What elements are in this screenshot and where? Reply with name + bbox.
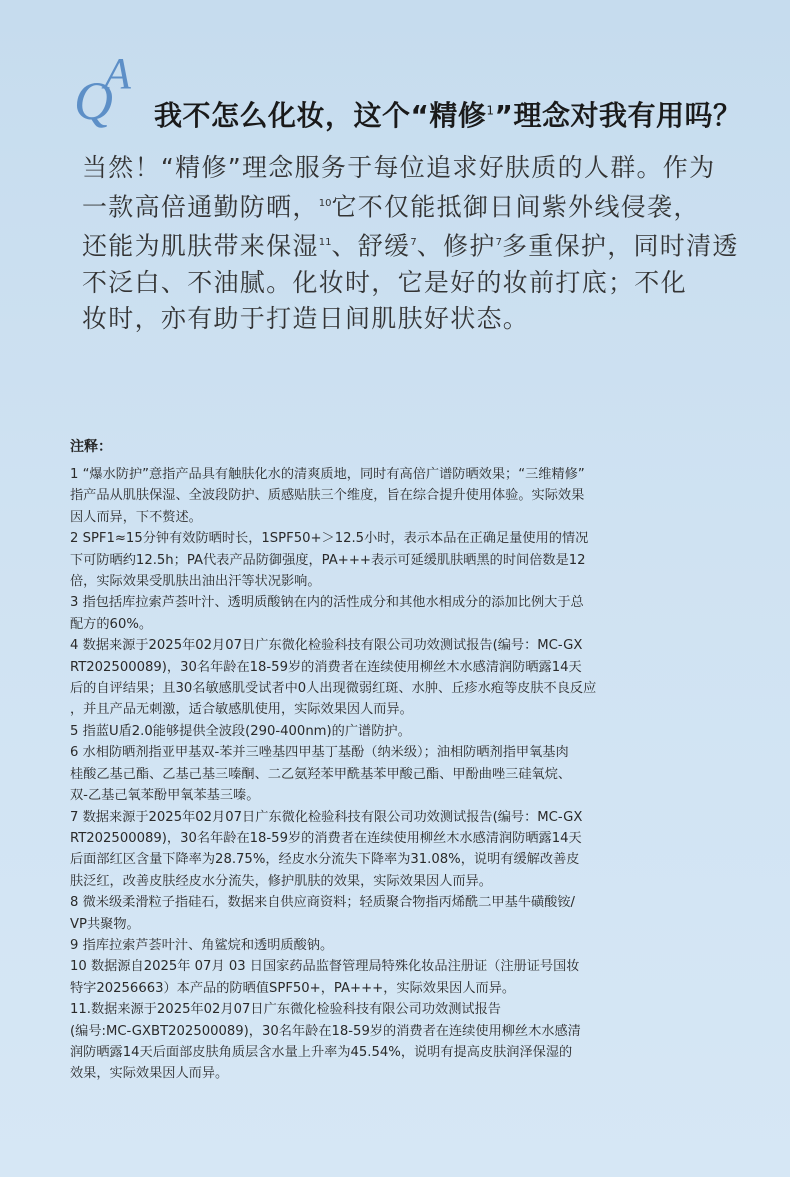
- notes-title: 注释：: [70, 439, 112, 455]
- note-line: 6 水相防晒剂指亚甲基双-苯并三唑基四甲基丁基酚（纳米级）；油相防晒剂指甲氧基肉: [70, 745, 569, 761]
- answer-line: [82, 186, 742, 225]
- answer-line: [82, 265, 742, 301]
- note-line: 润防晒露14天后面部皮肤角质层含水量上升率为45.54%，说明有提高皮肤润泽保湿的: [70, 1044, 573, 1060]
- qa-logo-q: Q: [74, 71, 113, 131]
- answer-text: 妆时，亦有助于打造日间肌肤好状态。: [82, 303, 530, 333]
- note-line: 桂酸乙基己酯、乙基己基三嗪酮、二乙氨羟苯甲酰基苯甲酸己酯、甲酚曲唑三硅氧烷、: [70, 766, 572, 782]
- notes-list: [70, 464, 725, 1085]
- answer-text: 当然！“精修”理念服务于每位追求好肤质的人群。作为: [82, 153, 716, 182]
- note-line: VP共聚物。: [70, 916, 140, 932]
- note-line: ，并且产品无刺激，适合敏感肌使用，实际效果因人而异。: [70, 702, 413, 718]
- answer-paragraph: [82, 150, 742, 337]
- answer-line: [82, 150, 742, 186]
- note-line: 倍，实际效果受肌肤出油出汗等状况影响。: [70, 574, 321, 590]
- question-footnote-ref: 1: [486, 103, 495, 118]
- answer-line: [82, 225, 742, 264]
- note-line: 后面部红区含量下降率为28.75%，经皮水分流失下降率为31.08%，说明有缓解改善皮: [70, 852, 580, 868]
- note-line: 5 指蓝U盾2.0能够提供全波段(290-400nm)的广谱防护。: [70, 723, 411, 739]
- note-line: 指产品从肌肤保湿、全波段防护、质感贴肤三个维度，旨在综合提升使用体验。实际效果: [70, 488, 585, 504]
- answer-text: 还能为肌肤带来保湿: [82, 231, 319, 261]
- note-line: 双-乙基己氧苯酚甲氧苯基三嗪。: [70, 788, 260, 804]
- answer-footnote-ref: 7: [410, 237, 417, 249]
- note-line: 后的自评结果；且30名敏感肌受试者中0人出现微弱红斑、水肿、丘疹水疱等皮肤不良反应: [70, 681, 597, 697]
- note-line: 4 数据来源于2025年02月07日广东微化检验科技有限公司功效测试报告(编号：MC-GX: [70, 638, 583, 654]
- qa-logo: [74, 49, 136, 131]
- question-text-after: ”理念对我有用吗？: [494, 99, 742, 132]
- answer-text: 多重保护，同时清透: [502, 231, 739, 261]
- answer-text: 、修护: [416, 231, 496, 261]
- note-line: 3 指包括库拉索芦荟叶汁、透明质酸钠在内的活性成分和其他水相成分的添加比例大于总: [70, 595, 584, 611]
- question-heading: [154, 94, 774, 134]
- note-line: RT202500089)，30名年龄在18-59岁的消费者在连续使用柳丝木水感清润防晒露14天: [70, 830, 582, 846]
- note-line: 2 SPF1≈15分钟有效防晒时长，1SPF50+＞12.5小时，表示本品在正确足量使用的情况: [70, 531, 589, 547]
- note-line: 配方的60%。: [70, 616, 153, 632]
- answer-line: [82, 301, 742, 337]
- note-line: 1 “爆水防护”意指产品具有触肤化水的清爽质地，同时有高倍广谱防晒效果；“三维精修”: [70, 467, 585, 482]
- answer-text: 它不仅能抵御日间紫外线侵袭，: [331, 192, 700, 222]
- answer-text: 、舒缓: [331, 231, 411, 261]
- note-line: 肤泛红，改善皮肤经皮水分流失，修护肌肤的效果，实际效果因人而异。: [70, 873, 492, 889]
- note-line: 8 微米级柔滑粒子指硅石，数据来自供应商资料；轻质聚合物指丙烯酰二甲基牛磺酸铵/: [70, 895, 575, 911]
- note-line: (编号:MC-GXBT202500089)，30名年龄在18-59岁的消费者在连续使用柳丝木水感清: [70, 1023, 581, 1039]
- note-line: RT202500089)，30名年龄在18-59岁的消费者在连续使用柳丝木水感清润防晒露14天: [70, 659, 582, 675]
- answer-footnote-ref: 11: [318, 237, 332, 249]
- note-line: 10 数据源自2025年 07月 03 日国家药品监督管理局特殊化妆品注册证（注册证号国妆: [70, 959, 580, 975]
- question-text-before: 我不怎么化妆，这个“精修: [154, 99, 487, 132]
- note-line: 因人而异，下不赘述。: [70, 509, 202, 525]
- note-line: 特字20256663）本产品的防晒值SPF50+，PA+++，实际效果因人而异。: [70, 980, 516, 996]
- note-line: 效果，实际效果因人而异。: [70, 1066, 229, 1082]
- note-line: 下可防晒约12.5h；PA代表产品防御强度，PA+++表示可延缓肌肤晒黑的时间倍数是12: [70, 552, 586, 568]
- answer-footnote-ref: 7: [495, 237, 502, 249]
- qa-logo-a: A: [104, 49, 131, 98]
- note-line: 11.数据来源于2025年02月07日广东微化检验科技有限公司功效测试报告: [70, 1002, 501, 1018]
- note-line: 7 数据来源于2025年02月07日广东微化检验科技有限公司功效测试报告(编号：MC-GX: [70, 809, 583, 825]
- note-line: 9 指库拉索芦荟叶汁、角鲨烷和透明质酸钠。: [70, 937, 334, 953]
- answer-text: 不泛白、不油腻。化妆时，它是好的妆前打底；不化: [82, 267, 687, 297]
- answer-footnote-ref: 10: [318, 198, 332, 209]
- answer-text: 一款高倍通勤防晒，: [82, 192, 319, 222]
